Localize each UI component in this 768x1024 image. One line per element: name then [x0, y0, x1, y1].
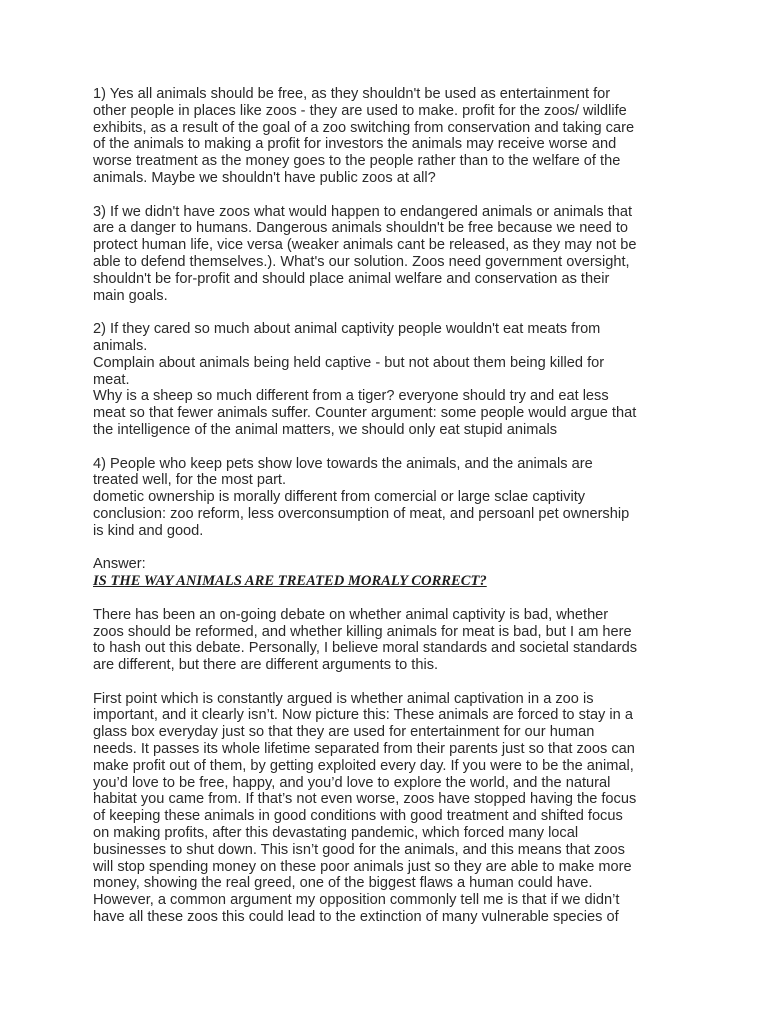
- text-line: are a danger to humans. Dangerous animals shouldn't be free because we need to: [93, 220, 628, 237]
- text-line: However, a common argument my opposition commonly tell me is that if we didn’t: [93, 892, 620, 909]
- text-line: worse treatment as the money goes to the people rather than to the welfare of the: [93, 153, 621, 170]
- text-line: animals.: [93, 337, 148, 354]
- text-line: will stop spending money on these poor animals just so they are able to make more: [93, 858, 632, 875]
- document-page: [93, 86, 683, 943]
- text-line: 4) People who keep pets show love towards the animals, and the animals are: [93, 455, 593, 472]
- essay-paragraph-first-point: [93, 691, 683, 926]
- text-line: money, showing the real greed, one of the biggest flaws a human could have.: [93, 875, 593, 892]
- paragraph-point-2: [93, 321, 683, 439]
- text-line: to hash out this debate. Personally, I believe moral standards and societal standards: [93, 640, 638, 657]
- text-line: on making profits, after this devastating pandemic, which forced many local: [93, 825, 579, 842]
- text-line: 2) If they cared so much about animal captivity people wouldn't eat meats from: [93, 321, 601, 338]
- answer-block: [93, 556, 683, 590]
- text-line: Complain about animals being held captive - but not about them being killed for: [93, 354, 605, 371]
- text-line: treated well, for the most part.: [93, 472, 287, 489]
- text-line: 3) If we didn't have zoos what would happen to endangered animals or animals that: [93, 203, 633, 220]
- text-line: animals. Maybe we shouldn't have public zoos at all?: [93, 169, 436, 186]
- text-line: are different, but there are different arguments to this.: [93, 657, 439, 674]
- text-line: have all these zoos this could lead to the extinction of many vulnerable species of: [93, 909, 619, 926]
- text-line: needs. It passes its whole lifetime separated from their parents just so that zoos can: [93, 741, 635, 758]
- essay-title: IS THE WAY ANIMALS ARE TREATED MORALY CORRECT?: [93, 573, 487, 590]
- text-line: zoos should be reformed, and whether killing animals for meat is bad, but I am here: [93, 623, 632, 640]
- text-line: of keeping these animals in good conditions with good treatment and shifted focus: [93, 808, 623, 825]
- text-line: you’d love to be free, happy, and you’d love to explore the world, and the natural: [93, 774, 611, 791]
- text-line: dometic ownership is morally different from comercial or large sclae captivity: [93, 489, 586, 506]
- text-line: exhibits, as a result of the goal of a zoo switching from conservation and taking care: [93, 119, 635, 136]
- text-line: Why is a sheep so much different from a tiger? everyone should try and eat less: [93, 388, 609, 405]
- text-line: shouldn't be for-profit and should place animal welfare and conservation as their: [93, 270, 610, 287]
- text-line: There has been an on-going debate on whether animal captivity is bad, whether: [93, 606, 609, 623]
- text-line: habitat you came from. If that’s not even worse, zoos have stopped having the focus: [93, 791, 637, 808]
- text-line: make profit out of them, by getting exploited every day. If you were to be the animal,: [93, 757, 634, 774]
- text-line: First point which is constantly argued is whether animal captivation in a zoo is: [93, 690, 594, 707]
- answer-label: Answer:: [93, 556, 146, 573]
- text-line: businesses to shut down. This isn’t good for the animals, and this means that zoos: [93, 841, 625, 858]
- text-line: protect human life, vice versa (weaker animals cant be released, as they may not be: [93, 237, 637, 254]
- text-line: glass box everyday just so that they are used for entertainment for our human: [93, 724, 595, 741]
- text-line: other people in places like zoos - they are used to make. profit for the zoos/ wildlife: [93, 102, 627, 119]
- text-line: 1) Yes all animals should be free, as they shouldn't be used as entertainment for: [93, 86, 611, 102]
- text-line: conclusion: zoo reform, less overconsumption of meat, and persoanl pet ownership: [93, 505, 630, 522]
- essay-paragraph-intro: [93, 607, 683, 674]
- text-line: is kind and good.: [93, 522, 204, 539]
- text-line: able to defend themselves.). What's our solution. Zoos need government oversight,: [93, 253, 630, 270]
- text-line: of the animals to making a profit for investors the animals may receive worse and: [93, 136, 617, 153]
- paragraph-point-4: [93, 456, 683, 540]
- text-line: meat.: [93, 371, 130, 388]
- text-line: the intelligence of the animal matters, we should only eat stupid animals: [93, 421, 558, 438]
- paragraph-point-3: [93, 204, 683, 305]
- text-line: main goals.: [93, 287, 168, 304]
- text-line: meat so that fewer animals suffer. Counter argument: some people would argue that: [93, 405, 637, 422]
- paragraph-point-1: [93, 86, 683, 187]
- text-line: important, and it clearly isn’t. Now picture this: These animals are forced to stay in a: [93, 707, 633, 724]
